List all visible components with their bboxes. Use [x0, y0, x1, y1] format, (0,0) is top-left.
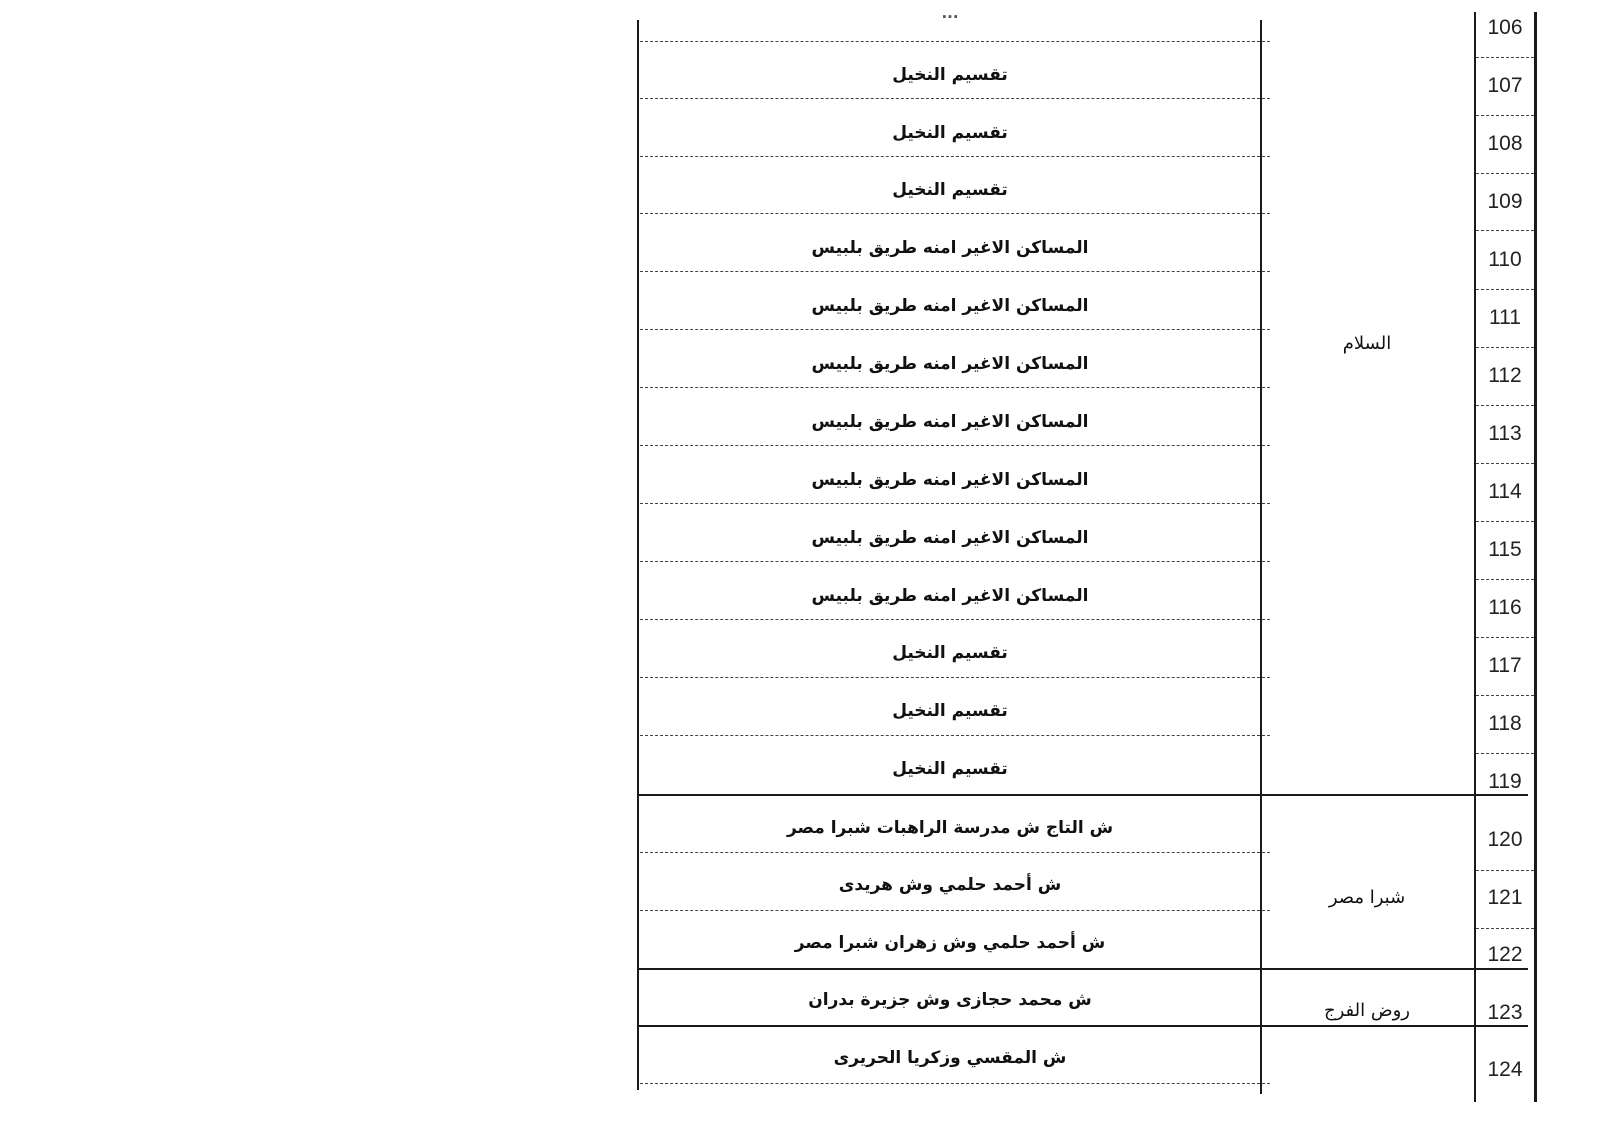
table-row-number: 119	[1488, 770, 1522, 793]
table-row-number: 109	[1487, 190, 1523, 213]
area-column-divider	[1260, 20, 1262, 1094]
table-row-address: تقسيم النخيل	[892, 123, 1008, 143]
table-row-number: 113	[1488, 422, 1522, 445]
table-row-number: 124	[1487, 1058, 1523, 1081]
table-row-address: ش المقسي وزكريا الحريرى	[833, 1048, 1067, 1068]
table-row-number: 114	[1488, 480, 1522, 503]
table-row-number: 118	[1488, 712, 1522, 735]
table-row-number: 122	[1487, 943, 1523, 966]
table-row-number: 116	[1488, 596, 1522, 619]
number-column-left-border	[1474, 12, 1476, 1102]
area-label: روض الفرج	[1323, 1000, 1410, 1021]
table-row-number: 115	[1488, 538, 1522, 561]
table-row-number: 106	[1487, 16, 1523, 39]
table-row-number: 111	[1489, 306, 1521, 329]
table-row-address: ش محمد حجازى وش جزيرة بدران	[808, 990, 1092, 1010]
table-row-address: ...	[941, 4, 959, 22]
table-row-address: المساكن الاغير امنه طريق بلبيس	[811, 296, 1089, 316]
table-row-number: 112	[1488, 364, 1522, 387]
table-row-address: المساكن الاغير امنه طريق بلبيس	[811, 238, 1089, 258]
area-label: شبرا مصر	[1328, 887, 1406, 908]
table-row-address: تقسيم النخيل	[892, 180, 1008, 200]
table-row-address: تقسيم النخيل	[892, 65, 1008, 85]
table-row-number: 108	[1487, 132, 1523, 155]
table-row-address: المساكن الاغير امنه طريق بلبيس	[811, 586, 1089, 606]
table-row-address: المساكن الاغير امنه طريق بلبيس	[811, 354, 1089, 374]
number-column-right-border	[1534, 12, 1537, 1102]
table-row-address: المساكن الاغير امنه طريق بلبيس	[811, 528, 1089, 548]
table-row-number: 120	[1487, 828, 1523, 851]
table-row-address: ش التاج ش مدرسة الراهبات شبرا مصر	[786, 818, 1114, 838]
table-row-address: تقسيم النخيل	[892, 701, 1008, 721]
table-left-border	[637, 20, 639, 1090]
table-row-address: تقسيم النخيل	[892, 643, 1008, 663]
table-row-number: 110	[1488, 248, 1522, 271]
table-row-number: 121	[1487, 886, 1523, 909]
table-row-address: تقسيم النخيل	[892, 759, 1008, 779]
table-row-address: المساكن الاغير امنه طريق بلبيس	[811, 412, 1089, 432]
table-row-number: 123	[1487, 1001, 1523, 1024]
table-row-address: المساكن الاغير امنه طريق بلبيس	[811, 470, 1089, 490]
table-row-number: 117	[1488, 654, 1522, 677]
table-row-address: ش أحمد حلمي وش هريدى	[838, 875, 1062, 895]
table-row-address: ش أحمد حلمي وش زهران شبرا مصر	[794, 933, 1106, 953]
table-row-number: 107	[1487, 74, 1523, 97]
area-label: السلام	[1342, 333, 1392, 354]
